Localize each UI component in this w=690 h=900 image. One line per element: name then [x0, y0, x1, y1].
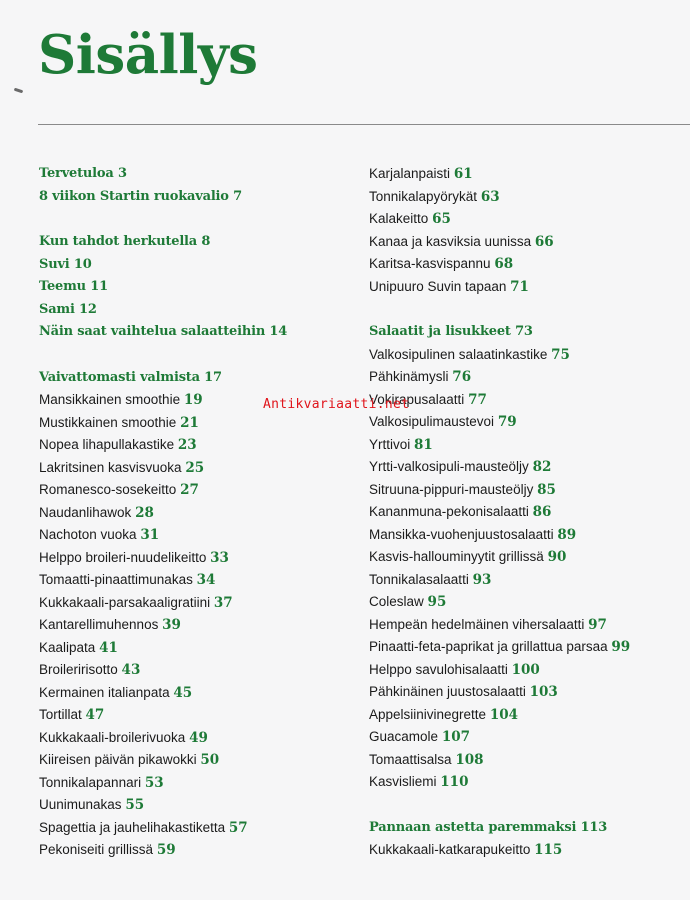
toc-entry-label: Appelsiinivinegrette — [369, 706, 487, 722]
toc-entry — [369, 411, 689, 434]
toc-page-number: 100 — [511, 661, 540, 678]
toc-page-number: 41 — [99, 639, 118, 656]
toc-entry-label: Yrtti-valkosipuli-mausteöljy — [369, 459, 529, 474]
toc-entry-label: Tomaatti-pinaattimunakas — [39, 572, 193, 587]
toc-section-heading — [39, 276, 359, 299]
toc-entry — [39, 659, 359, 682]
toc-entry — [39, 772, 359, 795]
toc-entry — [369, 456, 689, 479]
toc-entry-label: Valkosipulimaustevoi — [369, 414, 495, 429]
toc-page-number: 3 — [117, 166, 127, 181]
toc-entry-label: Mustikkainen smoothie — [39, 414, 177, 430]
watermark: Antikvariaatti.net — [263, 397, 410, 412]
toc-entry — [369, 704, 689, 727]
toc-entry-label: Karjalanpaisti — [369, 166, 451, 181]
toc-entry — [369, 186, 689, 209]
toc-page-number: 85 — [537, 481, 556, 498]
toc-section-heading — [39, 299, 359, 322]
toc-entry-label: Kaalipata — [39, 639, 96, 655]
section-spacer — [39, 344, 359, 367]
toc-entry-label: Pannaan astetta paremmaksi — [369, 819, 577, 835]
toc-page-number: 37 — [213, 594, 233, 611]
toc-entry — [369, 614, 689, 637]
toc-page-number: 55 — [125, 797, 145, 813]
toc-entry-label: Mansikka-vuohenjuustosalaatti — [369, 526, 554, 542]
toc-entry — [39, 592, 359, 615]
toc-entry — [369, 726, 689, 749]
section-spacer — [369, 794, 689, 817]
toc-page-number: 90 — [547, 549, 567, 565]
toc-entry — [39, 794, 359, 817]
toc-page-number: 57 — [228, 819, 248, 836]
toc-section-heading — [39, 367, 359, 390]
toc-entry — [369, 479, 689, 502]
toc-entry-label: Kasvisliemi — [369, 774, 437, 789]
toc-entry-label: Pinaatti-feta-paprikat ja grillattua parsaa — [369, 639, 608, 654]
toc-page-number: 65 — [432, 211, 451, 227]
toc-entry — [369, 253, 689, 276]
toc-page-number: 50 — [200, 752, 220, 768]
toc-entry-label: Kananmuna-pekonisalaatti — [369, 504, 529, 519]
toc-section-heading — [39, 321, 359, 344]
toc-entry — [369, 344, 689, 367]
toc-entry-label: Guacamole — [369, 729, 439, 744]
toc-page-number: 75 — [551, 346, 570, 363]
toc-entry — [369, 524, 689, 547]
toc-entry — [39, 412, 359, 435]
toc-entry — [39, 502, 359, 525]
toc-entry — [369, 163, 689, 186]
toc-entry — [369, 389, 689, 412]
toc-page-number: 103 — [529, 684, 558, 700]
toc-entry-label: Mansikkainen smoothie — [39, 392, 181, 407]
toc-entry — [369, 749, 689, 772]
toc-entry-label: Näin saat vaihtelua salaatteihin — [39, 324, 266, 339]
toc-page-number: 33 — [210, 549, 229, 566]
toc-entry-label: Valkosipulinen salaatinkastike — [369, 346, 548, 362]
toc-entry-label: Yrttivoi — [369, 436, 411, 452]
toc-entry-label: Coleslaw — [369, 594, 424, 609]
toc-entry-label: Pekoniseiti grillissä — [39, 842, 154, 857]
toc-section-heading — [369, 817, 689, 840]
toc-entry-label: 8 viikon Startin ruokavalio — [39, 188, 229, 204]
toc-entry — [369, 569, 689, 592]
toc-entry-label: Suvi — [39, 256, 70, 272]
toc-entry — [39, 637, 359, 660]
toc-entry-label: Broileririsotto — [39, 662, 118, 677]
toc-entry — [39, 704, 359, 727]
toc-entry-label: Kasvis-hallouminyytit grillissä — [369, 549, 544, 564]
toc-entry-label: Kukkakaali-katkarapukeitto — [369, 842, 531, 857]
toc-entry — [369, 231, 689, 254]
toc-entry-label: Tonnikalapyörykät — [369, 188, 478, 204]
toc-entry — [369, 681, 689, 704]
toc-entry-label: Sami — [39, 301, 75, 317]
toc-entry — [39, 682, 359, 705]
dust-speck — [14, 88, 23, 94]
toc-page-number: 97 — [588, 616, 607, 633]
toc-entry-label: Helppo broileri-nuudelikeitto — [39, 549, 207, 565]
toc-page-number: 23 — [177, 437, 197, 453]
toc-entry — [369, 501, 689, 524]
toc-page-number: 12 — [79, 301, 97, 317]
toc-entry-label: Romanesco-sosekeitto — [39, 482, 177, 497]
toc-page-number: 53 — [144, 774, 164, 791]
toc-entry — [369, 771, 689, 794]
toc-page-number: 68 — [494, 256, 514, 272]
toc-entry-label: Tomaattisalsa — [369, 751, 452, 767]
toc-page-number: 86 — [532, 504, 552, 520]
toc-left-column — [39, 163, 359, 862]
toc-page-number: 115 — [534, 842, 563, 858]
toc-page-number: 27 — [180, 482, 199, 498]
toc-entry-label: Vaivattomasti valmista — [39, 369, 200, 385]
toc-right-column — [369, 163, 689, 862]
toc-entry-label: Karitsa-kasvispannu — [369, 256, 491, 271]
toc-entry-label: Sitruuna-pippuri-mausteöljy — [369, 481, 534, 497]
toc-entry — [39, 614, 359, 637]
toc-entry-label: Kalakeitto — [369, 211, 429, 226]
toc-page-number: 82 — [532, 459, 552, 475]
toc-entry — [39, 479, 359, 502]
toc-entry-label: Pähkinäinen juustosalaatti — [369, 684, 526, 699]
toc-section-heading — [39, 186, 359, 209]
section-spacer — [39, 208, 359, 231]
toc-page-number: 63 — [480, 188, 500, 205]
toc-entry — [369, 208, 689, 231]
toc-entry-label: Kukkakaali-parsakaaligratiini — [39, 594, 211, 610]
toc-entry-label: Nopea lihapullakastike — [39, 437, 175, 452]
toc-entry-label: Kantarellimuhennos — [39, 617, 159, 632]
toc-entry-label: Tonnikalapannari — [39, 774, 142, 790]
toc-page-number: 59 — [156, 842, 176, 858]
toc-entry — [39, 749, 359, 772]
toc-page-number: 71 — [510, 278, 529, 295]
toc-page-number: 61 — [453, 166, 473, 182]
toc-section-heading — [369, 321, 689, 344]
toc-page-number: 28 — [135, 504, 154, 521]
toc-entry-label: Kun tahdot herkutella — [39, 234, 198, 249]
toc-entry — [369, 659, 689, 682]
toc-section-heading — [39, 163, 359, 186]
toc-entry-label: Salaatit ja lisukkeet — [369, 324, 511, 339]
toc-entry-label: Nachoton vuoka — [39, 527, 137, 542]
toc-page-number: 113 — [580, 819, 608, 835]
toc-entry — [369, 636, 689, 659]
toc-entry-label: Teemu — [39, 279, 86, 294]
toc-entry-label: Vokirapusalaatti — [369, 391, 465, 407]
toc-entry — [369, 591, 689, 614]
toc-page-number: 89 — [557, 526, 577, 543]
toc-page-number: 14 — [269, 324, 288, 339]
toc-entry-label: Kukkakaali-broilerivuoka — [39, 729, 186, 745]
toc-section-heading — [39, 231, 359, 254]
page-title: Sisällys — [38, 24, 258, 86]
toc-entry-label: Unipuuro Suvin tapaan — [369, 278, 507, 294]
toc-page-number: 39 — [162, 617, 181, 633]
toc-entry — [369, 839, 689, 862]
toc-page-number: 19 — [183, 392, 203, 408]
toc-page-number: 25 — [185, 459, 205, 476]
toc-page-number: 79 — [497, 414, 517, 430]
toc-entry — [39, 547, 359, 570]
toc-entry — [39, 839, 359, 862]
toc-entry — [369, 276, 689, 299]
toc-page-number: 10 — [73, 256, 92, 272]
toc-entry — [39, 434, 359, 457]
toc-page-number: 7 — [233, 188, 242, 204]
toc-entry-label: Helppo savulohisalaatti — [369, 661, 508, 677]
toc-page-number: 76 — [452, 369, 472, 385]
toc-entry-label: Hempeän hedelmäinen vihersalaatti — [369, 616, 585, 632]
toc-page-number: 81 — [414, 436, 433, 453]
toc-page-number: 8 — [201, 234, 211, 249]
toc-entry — [39, 457, 359, 480]
toc-entry-label: Uunimunakas — [39, 797, 122, 812]
section-spacer — [369, 298, 689, 321]
toc-entry-label: Tonnikalasalaatti — [369, 571, 469, 587]
toc-entry — [39, 524, 359, 547]
toc-entry — [39, 727, 359, 750]
toc-page-number: 43 — [121, 662, 141, 678]
toc-page-number: 11 — [90, 279, 108, 294]
title-divider — [38, 124, 690, 125]
toc-page-number: 47 — [85, 707, 105, 723]
toc-page-number: 31 — [140, 527, 160, 543]
toc-page-number: 17 — [204, 369, 222, 385]
toc-entry-label: Kermainen italianpata — [39, 684, 170, 700]
toc-entry-label: Kanaa ja kasviksia uunissa — [369, 233, 532, 249]
toc-page-number: 66 — [534, 233, 554, 250]
toc-page-number: 107 — [441, 729, 470, 745]
toc-entry — [369, 546, 689, 569]
toc-page-number: 108 — [455, 751, 484, 768]
toc-page-number: 95 — [427, 594, 447, 610]
toc-page-number: 21 — [180, 414, 199, 431]
toc-page-number: 77 — [468, 391, 487, 408]
toc-page-number: 49 — [189, 729, 208, 746]
toc-page-number: 93 — [472, 571, 492, 588]
toc-entry — [39, 817, 359, 840]
toc-entry-label: Lakritsinen kasvisvuoka — [39, 459, 182, 475]
toc-page-number: 45 — [173, 684, 193, 701]
toc-page-number: 73 — [515, 324, 533, 339]
toc-entry-label: Kiireisen päivän pikawokki — [39, 752, 197, 767]
toc-entry-label: Pähkinämysli — [369, 369, 449, 384]
toc-page-number: 104 — [489, 706, 519, 723]
toc-page-number: 99 — [611, 639, 631, 655]
toc-entry — [369, 366, 689, 389]
toc-entry — [369, 434, 689, 457]
toc-page-number: 34 — [196, 572, 216, 588]
toc-entry-label: Tortillat — [39, 707, 82, 722]
toc-entry-label: Spagettia ja jauhelihakastiketta — [39, 819, 226, 835]
toc-entry-label: Naudanlihawok — [39, 504, 132, 520]
toc-section-heading — [39, 254, 359, 277]
toc-page-number: 110 — [440, 774, 469, 790]
toc-entry-label: Tervetuloa — [39, 166, 114, 181]
toc-entry — [39, 569, 359, 592]
